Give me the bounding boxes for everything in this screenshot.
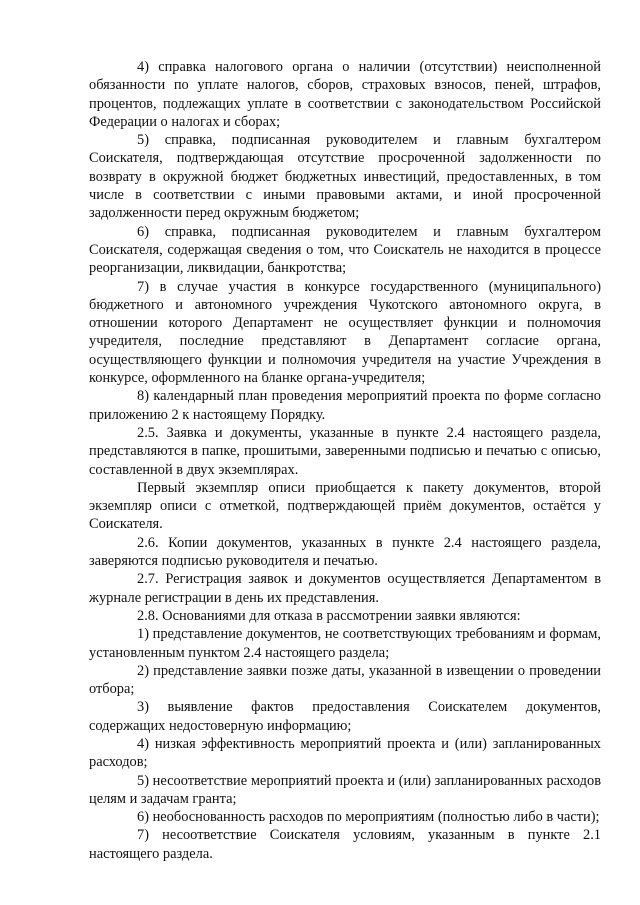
paragraph-refusal-reason-7: 7) несоответствие Соискателя условиям, указанным в пункте 2.1 настоящего раздела. (89, 827, 601, 862)
document-page (89, 58, 601, 863)
paragraph-inventory-copies: Первый экземпляр описи приобщается к пакету документов, второй экземпляр описи с отметкой, подтверждающей приём документов, остаётся у Соискателя. (89, 479, 601, 533)
paragraph-item-4-tax-certificate: 4) справка налогового органа о наличии (отсутствии) неисполненной обязанности по уплате налогов, сборов, страховых взносов, пеней, штрафов, процентов, подлежащих уплате в соответствии с законодательством Российской Федерации о налогах и сборах; (89, 59, 601, 130)
paragraph-item-8-calendar-plan: 8) календарный план проведения мероприятий проекта по форме согласно приложению 2 к настоящему Порядку. (89, 388, 601, 423)
paragraph-item-6-reorganization-certificate: 6) справка, подписанная руководителем и главным бухгалтером Соискателя, содержащая сведения о том, что Соискатель не находится в процессе реорганизации, ликвидации, банкротства; (89, 223, 601, 277)
paragraph-clause-2-8: 2.8. Основаниями для отказа в рассмотрении заявки являются: (137, 607, 521, 624)
paragraph-item-5-debt-certificate: 5) справка, подписанная руководителем и главным бухгалтером Соискателя, подтверждающая отсутствие просроченной задолженности по возврату в окружной бюджет бюджетных инвестиций, предоставленных, в том числе в соответствии с иными правовыми актами, и иной просроченной задолженности перед окружным бюджетом; (89, 132, 601, 222)
paragraph-clause-2-6: 2.6. Копии документов, указанных в пункте 2.4 настоящего раздела, заверяются подписью руководителя и печатью. (89, 534, 601, 570)
paragraph-refusal-reason-4: 4) низкая эффективность мероприятий проекта и (или) запланированных расходов; (89, 735, 601, 771)
paragraph-refusal-reason-5: 5) несоответствие мероприятий проекта и (или) запланированных расходов целям и задачам гранта; (89, 772, 601, 807)
paragraph-item-7-founder-consent: 7) в случае участия в конкурсе государственного (муниципального) бюджетного и автономного учреждения Чукотского автономного округа, в отношении которого Департамент не осуществляет функции и полномочия учредителя, последние представляют в Департамент согласие органа, осуществляющего функции и полномочия учредителя на участие Учреждения в конкурсе, оформленного на бланке органа-учредителя; (89, 278, 601, 387)
paragraph-clause-2-7: 2.7. Регистрация заявок и документов осуществляется Департаментом в журнале регистрации в день их представления. (89, 571, 601, 606)
paragraph-refusal-reason-2: 2) представление заявки позже даты, указанной в извещении о проведении отбора; (89, 662, 601, 698)
paragraph-clause-2-5: 2.5. Заявка и документы, указанные в пункте 2.4 настоящего раздела, представляются в папке, прошитыми, заверенными подписью и печатью с описью, составленной в двух экземплярах. (89, 424, 601, 478)
paragraph-refusal-reason-3: 3) выявление фактов предоставления Соискателем документов, содержащих недостоверную информацию; (89, 699, 601, 734)
paragraph-refusal-reason-6: 6) необоснованность расходов по мероприятиям (полностью либо в части); (137, 809, 600, 826)
paragraph-refusal-reason-1: 1) представление документов, не соответствующих требованиям и формам, установленным пунктом 2.4 настоящего раздела; (89, 626, 601, 661)
